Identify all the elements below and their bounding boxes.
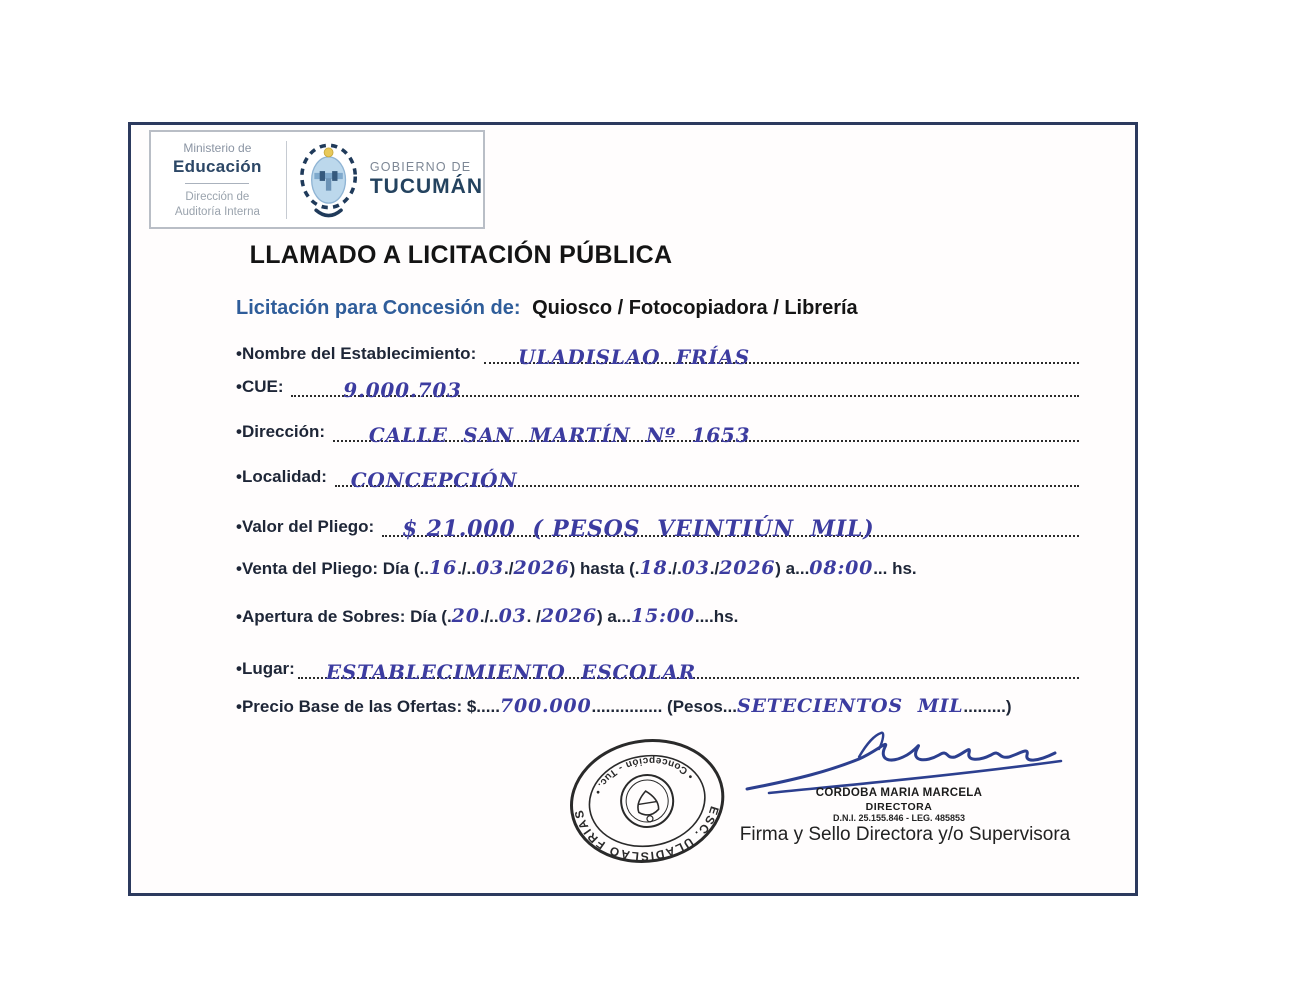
director-role: DIRECTORA	[865, 800, 933, 813]
director-name: CORDOBA MARIA MARCELA	[815, 787, 983, 799]
field-label-apertura: •Apertura de Sobres:	[236, 607, 411, 626]
government-text-block	[370, 161, 483, 198]
printed-segment: ) a...	[596, 607, 631, 626]
stamp-ring-top-text: ESC. ULADISLAO FRIAS	[571, 804, 722, 864]
field-label-precio: •Precio Base de las Ofertas:	[236, 697, 467, 716]
director-id-line: D.N.I. 25.155.846 - LEG. 485853	[832, 812, 966, 823]
handwritten-segment: 08:00	[809, 557, 874, 579]
printed-segment: ./	[709, 559, 720, 578]
printed-segment: ... hs.	[873, 559, 917, 578]
subtitle-value: Quiosco / Fotocopiadora / Librería	[532, 297, 858, 319]
printed-segment: . /	[526, 607, 541, 626]
handwritten-localidad: CONCEPCIÓN	[350, 468, 518, 492]
field-row-nombre	[236, 334, 1079, 369]
ministry-small-label: Ministerio de	[183, 141, 252, 156]
apertura-segments	[410, 607, 738, 627]
field-label-nombre: •Nombre del Establecimiento:	[236, 343, 481, 363]
printed-segment: ....hs.	[694, 607, 739, 626]
printed-segment: ............... (Pesos...	[591, 697, 737, 716]
dotted-line	[382, 511, 1079, 542]
printed-segment: $.....	[466, 697, 500, 716]
handwritten-lugar: ESTABLECIMIENTO ESCOLAR	[325, 660, 697, 684]
field-row-precio	[236, 697, 1079, 727]
director-stamp-text	[743, 787, 1055, 824]
printed-segment: ) hasta (.	[569, 559, 640, 578]
page-title: LLAMADO A LICITACIÓN PÚBLICA	[249, 241, 673, 269]
field-label-cue: •CUE:	[236, 376, 289, 396]
ministry-text-block	[151, 139, 284, 219]
field-label-direccion: •Dirección:	[236, 421, 330, 441]
handwritten-segment: 16	[429, 557, 458, 579]
dotted-line	[291, 371, 1079, 402]
field-label-valor: •Valor del Pliego:	[236, 516, 379, 536]
stamp-ring-bottom-text: • Concepción - Tuc. •	[591, 754, 697, 797]
handwritten-segment: 15:00	[630, 605, 695, 627]
gobierno-de-label: GOBIERNO DE	[369, 160, 472, 175]
printed-segment: ) a...	[775, 559, 810, 578]
direction-line2: Auditoría Interna	[174, 205, 260, 218]
printed-segment: ./	[504, 559, 514, 578]
printed-segment: Día (.	[410, 607, 452, 626]
printed-segment: .........)	[963, 697, 1012, 716]
dotted-line	[335, 461, 1079, 492]
field-label-localidad: •Localidad:	[236, 466, 332, 486]
subtitle-line	[236, 297, 858, 320]
direction-line1: Dirección de	[185, 190, 250, 203]
handwritten-segment: 700.000	[499, 695, 592, 717]
school-round-stamp	[551, 718, 742, 881]
handwritten-segment: 20	[451, 605, 480, 627]
handwritten-segment: SETECIENTOS MIL	[736, 695, 964, 717]
handwritten-nombre: ULADISLAO FRÍAS	[517, 345, 750, 369]
handwritten-cue: 9.000.703	[343, 378, 462, 402]
handwritten-segment: 03	[681, 557, 710, 579]
handwritten-segment: 2026	[540, 605, 597, 627]
handwritten-segment: 18	[639, 557, 668, 579]
field-row-apertura	[236, 607, 1079, 637]
dotted-line	[484, 338, 1079, 369]
field-row-localidad	[236, 457, 1079, 492]
handwritten-valor: $ 21.000 ( PESOS VEINTIÚN MIL)	[401, 516, 875, 542]
header-logo-box	[149, 130, 485, 229]
printed-segment: ./..	[479, 607, 499, 626]
handwritten-segment: 03	[475, 557, 505, 579]
handwritten-segment: 2026	[513, 557, 570, 579]
handwritten-segment: 03	[498, 605, 527, 627]
logo-vertical-divider	[286, 141, 287, 219]
printed-segment: ./..	[457, 559, 476, 578]
ministry-divider	[185, 183, 249, 184]
scanned-form-document	[128, 122, 1138, 896]
field-row-cue	[236, 367, 1079, 402]
handwritten-segment: 2026	[719, 557, 776, 579]
field-label-lugar: •Lugar:	[236, 658, 295, 678]
printed-segment: Día (..	[382, 559, 430, 578]
tucuman-coat-of-arms-icon	[293, 136, 364, 224]
field-label-venta: •Venta del Pliego:	[236, 559, 383, 578]
venta-segments	[383, 559, 917, 579]
signature-caption: Firma y Sello Directora y/o Supervisora	[739, 824, 1071, 845]
dotted-line	[333, 416, 1079, 447]
field-row-venta	[236, 559, 1079, 589]
precio-segments	[467, 697, 1012, 717]
field-row-lugar	[236, 649, 1079, 684]
printed-segment: ./.	[667, 559, 682, 578]
handwritten-direccion: CALLE SAN MARTÍN Nº 1653	[368, 423, 751, 447]
ministry-name: Educación	[173, 157, 262, 177]
tucuman-label: TUCUMÁN	[369, 174, 484, 198]
subtitle-label: Licitación para Concesión de:	[236, 297, 521, 319]
field-row-valor	[236, 507, 1079, 542]
dotted-line	[298, 653, 1079, 684]
field-row-direccion	[236, 412, 1079, 447]
